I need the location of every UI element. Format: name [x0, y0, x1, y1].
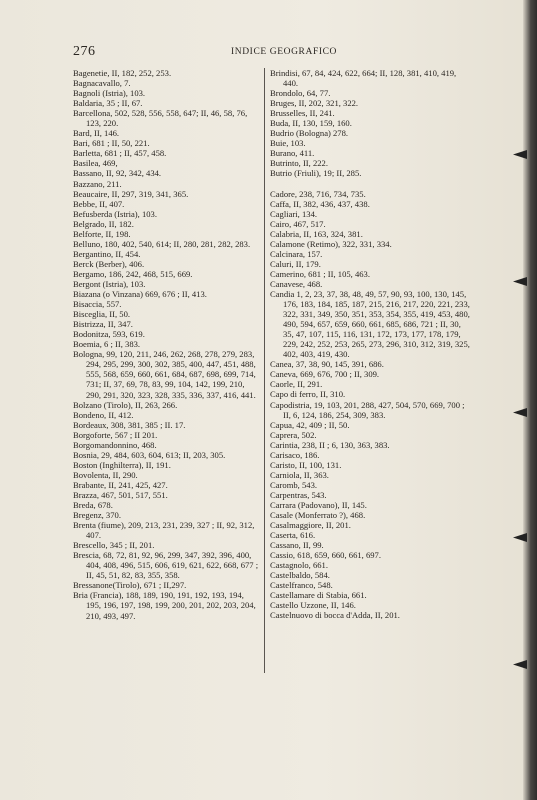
index-entry: Bergont (Istria), 103.: [73, 278, 146, 289]
index-entry: Carrara (Padovano), II, 145.: [270, 499, 367, 510]
column-divider: [264, 68, 265, 673]
section-gap: [270, 179, 470, 189]
index-entry: Castelfranco, 548.: [270, 580, 333, 591]
index-entry: Casalmaggiore, II, 201.: [270, 520, 351, 531]
index-entry: Bassano, II, 92, 342, 434.: [73, 168, 162, 179]
index-entry: Brazza, 467, 501, 517, 551.: [73, 489, 168, 500]
index-entry: Bagenetie, II, 182, 252, 253.: [73, 68, 172, 78]
index-entry: Bagnacavallo, 7.: [73, 78, 131, 89]
index-entry: Baldaria, 35 ; II, 67.: [73, 98, 143, 109]
index-entry: Caprera, 502.: [270, 429, 317, 440]
index-entry: Bruges, II, 202, 321, 322.: [270, 98, 359, 109]
index-entry: Caorle, II, 291.: [270, 379, 323, 390]
page-header: [73, 44, 493, 60]
index-entry: Caluri, II, 179.: [270, 258, 321, 269]
binding-stitches: [509, 0, 527, 800]
index-entry: Burano, 411.: [270, 148, 315, 159]
index-entry: Bordeaux, 308, 381, 385 ; II. 17.: [73, 419, 186, 430]
index-entry: Biazana (o Vinzana) 669, 676 ; II, 413.: [73, 289, 207, 300]
index-entry: Capo di ferro, II, 310.: [270, 389, 346, 400]
index-entry: Befusberda (Istria), 103.: [73, 208, 157, 219]
index-entry: Beaucaire, II, 297, 319, 341, 365.: [73, 188, 189, 199]
running-title: INDICE GEOGRAFICO: [231, 47, 337, 57]
stitch-mark: [513, 150, 527, 159]
index-entry: Bolzano (Tirolo), II, 263, 266.: [73, 399, 178, 410]
index-entry: Brabante, II, 241, 425, 427.: [73, 479, 168, 490]
index-entry: Cairo, 467, 517.: [270, 218, 326, 229]
index-entry: Bria (Francia), 188, 189, 190, 191, 192, 193, 194, 195, 196, 197, 198, 199, 200, 201, 202, 203, 204, 210, 493, 497.: [73, 590, 256, 621]
index-entry: Butrio (Friuli), 19; II, 285.: [270, 168, 362, 179]
index-entry: Caneva, 669, 676, 700 ; II, 309.: [270, 369, 380, 380]
index-entry: Bovolenta, II, 290.: [73, 469, 138, 480]
page-number: 276: [73, 44, 96, 59]
index-entry: Bistrizza, II, 347.: [73, 319, 133, 330]
index-entry: Bagnoli (Istria), 103.: [73, 88, 146, 99]
index-entry: Bazzano, 211.: [73, 178, 122, 189]
index-entry: Brescia, 68, 72, 81, 92, 96, 299, 347, 392, 396, 400, 404, 408, 496, 515, 606, 619, 621, 622, 668, 677 ; II, 45, 51, 82, 83, 355, 358.: [73, 550, 259, 581]
index-entry: Caffa, II, 382, 436, 437, 438.: [270, 198, 370, 209]
index-entry: Boston (Inghilterra), II, 191.: [73, 459, 171, 470]
index-entry: Candia 1, 2, 23, 37, 38, 48, 49, 57, 90, 93, 100, 130, 145, 176, 183, 184, 185, 187, 215, 216, 217, 220, 221, 233, 322, 331, 349, 350, 351, 353, 354, 355, 419, 453, 480, 490, 594, 657, 659, 660, 661, 685, 686, 721 ; II, 30, 35, 47, 107, 115, 116, 131, 172, 173, 177, 178, 179, 229, 242, 252, 253, 265, 273, 296, 310, 312, 319, 325, 402, 403, 419, 430.: [270, 288, 470, 360]
index-entry: Calabria, II, 163, 324, 381.: [270, 228, 363, 239]
index-entry: Belforte, II, 198.: [73, 228, 131, 239]
index-entry: Capodistria, 19, 103, 201, 288, 427, 504, 570, 669, 700 ; II, 6, 124, 186, 254, 309, 383.: [270, 399, 465, 420]
index-entry: Casale (Monferrato ?), 468.: [270, 510, 366, 521]
index-entry: Cassio, 618, 659, 660, 661, 697.: [270, 550, 382, 561]
index-entry: Carisaco, 186.: [270, 449, 320, 460]
index-entry: Barletta, 681 ; II, 457, 458.: [73, 148, 167, 159]
index-entry: Basilea, 469,: [73, 158, 118, 169]
index-entry: Breda, 678.: [73, 500, 113, 511]
index-entry: Bondeno, II, 412.: [73, 409, 134, 420]
index-entry: Canavese, 468.: [270, 278, 323, 289]
index-entry: Castello Uzzone, II, 146.: [270, 600, 356, 611]
index-entry: Bard, II, 146.: [73, 128, 120, 139]
index-entry: Boemia, 6 ; II, 383.: [73, 339, 141, 350]
index-entry: Cadore, 238, 716, 734, 735.: [270, 188, 366, 199]
index-entry: Buda, II, 130, 159, 160.: [270, 118, 352, 129]
index-column-left: [73, 68, 259, 621]
index-entry: Castelbaldo, 584.: [270, 570, 330, 581]
index-entry: Belgrado, II, 182.: [73, 218, 134, 229]
index-entry: Carpentras, 543.: [270, 489, 327, 500]
index-entry: Castagnolo, 661.: [270, 560, 329, 571]
index-entry: Brusselles, II, 241.: [270, 108, 335, 119]
index-entry: Buie, 103.: [270, 138, 306, 149]
index-entry: Bodonitza, 593, 619.: [73, 329, 145, 340]
index-entry: Bisceglia, II, 50.: [73, 309, 131, 320]
index-column-right: [270, 68, 470, 621]
index-entry: Calcinara, 157.: [270, 248, 323, 259]
index-entry: Caromb, 543.: [270, 479, 318, 490]
index-entry: Carintia, 238, II ; 6, 130, 363, 383.: [270, 439, 390, 450]
index-entry: Brindisi, 67, 84, 424, 622, 664; II, 128, 381, 410, 419, 440.: [270, 68, 457, 89]
index-entry: Bari, 681 ; II, 50, 221.: [73, 138, 150, 149]
index-entry: Bisaccia, 557.: [73, 299, 122, 310]
index-entry: Cassano, II, 99.: [270, 540, 324, 551]
stitch-mark: [513, 408, 527, 417]
index-entry: Borgoforte, 567 ; II 201.: [73, 429, 158, 440]
index-entry: Bosnia, 29, 484, 603, 604, 613; II, 203, 305.: [73, 449, 226, 460]
index-entry: Berck (Berber), 406.: [73, 258, 145, 269]
index-entry: Caserta, 616.: [270, 530, 316, 541]
index-entry: Butrinto, II, 222.: [270, 158, 329, 169]
index-entry: Brondolo, 64, 77.: [270, 88, 331, 99]
index-entry: Barcellona, 502, 528, 556, 558, 647; II, 46, 58, 76, 123, 220.: [73, 108, 248, 129]
index-entry: Canea, 37, 38, 90, 145, 391, 686.: [270, 359, 384, 370]
index-entry: Castelnuovo di bocca d'Adda, II, 201.: [270, 610, 400, 621]
stitch-mark: [513, 277, 527, 286]
index-entry: Bressanone(Tirolo), 671 ; II,297.: [73, 580, 187, 591]
index-entry: Capua, 42, 409 ; II, 50.: [270, 419, 350, 430]
index-entry: Cagliari, 134.: [270, 208, 318, 219]
index-entry: Calamone (Retimo), 322, 331, 334.: [270, 238, 392, 249]
index-entry: Caristo, II, 100, 131.: [270, 459, 342, 470]
index-entry: Bregenz, 370.: [73, 510, 121, 521]
index-entry: Bergantino, II, 454.: [73, 248, 141, 259]
index-entry: Bologna, 99, 120, 211, 246, 262, 268, 278, 279, 283, 294, 295, 299, 300, 302, 385, 400, 447, 451, 488, 555, 568, 659, 660, 661, 684, 687, 698, 699, 714, 731; II, 37, 69, 78, 83, 99, 104, 142, 199, 210, 290, 291, 320, 323, 328, 335, 336, 337, 416, 441.: [73, 349, 256, 400]
index-entry: Castellamare di Stabia, 661.: [270, 590, 367, 601]
index-entry: Brenta (fiume), 209, 213, 231, 239, 327 ; II, 92, 312, 407.: [73, 520, 255, 541]
index-entry: Camerino, 681 ; II, 105, 463.: [270, 268, 371, 279]
stitch-mark: [513, 660, 527, 669]
index-entry: Budrio (Bologna) 278.: [270, 128, 349, 139]
index-entry: Bebbe, II, 407.: [73, 198, 125, 209]
index-entry: Borgomandonnino, 468.: [73, 439, 157, 450]
stitch-mark: [513, 533, 527, 542]
index-entry: Carniola, II, 363.: [270, 469, 329, 480]
index-entry: Brescello, 345 ; II, 201.: [73, 540, 155, 551]
index-entry: Belluno, 180, 402, 540, 614; II, 280, 281, 282, 283.: [73, 238, 251, 249]
index-entry: Bergamo, 186, 242, 468, 515, 669.: [73, 268, 193, 279]
